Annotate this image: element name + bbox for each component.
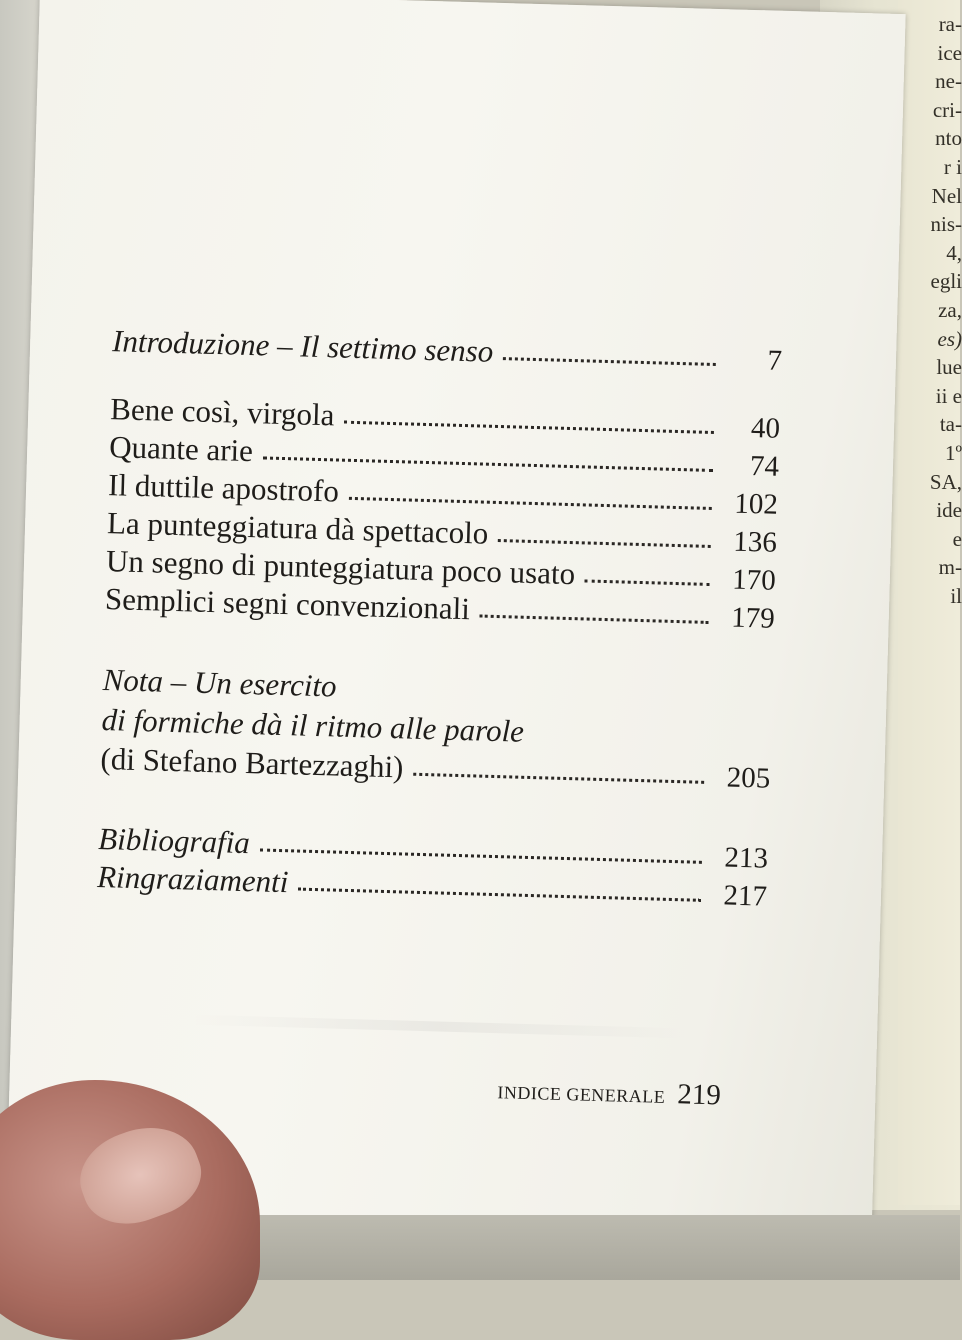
toc-entry-page: 102 — [733, 487, 779, 521]
running-footer — [497, 1073, 721, 1112]
dot-leader — [344, 420, 714, 434]
toc-entry-page: 205 — [726, 761, 771, 795]
book-page — [5, 0, 905, 1252]
dot-leader — [413, 772, 704, 784]
toc-entry-title: Ringraziamenti — [96, 858, 289, 900]
page-number: 219 — [676, 1078, 722, 1112]
toc-entry-title: Il duttile apostrofo — [107, 467, 340, 509]
toc-entry-page: 170 — [731, 563, 777, 597]
table-of-contents — [97, 322, 783, 914]
toc-entry-title: Bibliografia — [97, 820, 251, 861]
dot-leader — [498, 538, 711, 548]
dot-leader — [585, 578, 710, 585]
dot-leader — [263, 455, 713, 472]
toc-entry-title: Bene così, virgola — [109, 391, 335, 433]
dot-leader — [260, 847, 702, 863]
underlying-page-text: ra- ice ne- cri- nto r i Nel nis- 4, egli za, es) lue ii e ta- 1º SA, ide e m- il — [929, 12, 962, 608]
toc-entry-title: Un segno di punteggiatura poco usato — [105, 543, 576, 592]
toc-entry-page: 213 — [724, 841, 769, 875]
footer-label: INDICE GENERALE — [497, 1082, 666, 1107]
toc-entry-page: 179 — [730, 601, 776, 635]
dot-leader — [480, 614, 709, 624]
toc-entry-page: 7 — [766, 344, 783, 377]
toc-entry-title: Semplici segni convenzionali — [104, 581, 471, 627]
toc-entry-page: 40 — [750, 412, 781, 445]
toc-entry-page: 136 — [732, 525, 778, 559]
toc-entry-page: 217 — [723, 879, 768, 913]
toc-entry-title: (di Stefano Bartezzaghi) — [100, 740, 404, 785]
toc-entry-title: La punteggiatura dà spettacolo — [106, 505, 489, 551]
toc-note-title-line2: di formiche dà il ritmo alle parole — [101, 702, 525, 749]
toc-note-title-line1: Nota – Un esercito — [102, 662, 338, 704]
bleed-through-text — [191, 1015, 691, 1039]
dot-leader — [298, 887, 701, 902]
toc-entry-page: 74 — [749, 450, 780, 483]
toc-entry-title: Introduzione – Il settimo senso — [111, 323, 494, 369]
toc-entry-title: Quante arie — [108, 429, 254, 469]
dot-leader — [503, 356, 716, 366]
dot-leader — [349, 496, 712, 510]
